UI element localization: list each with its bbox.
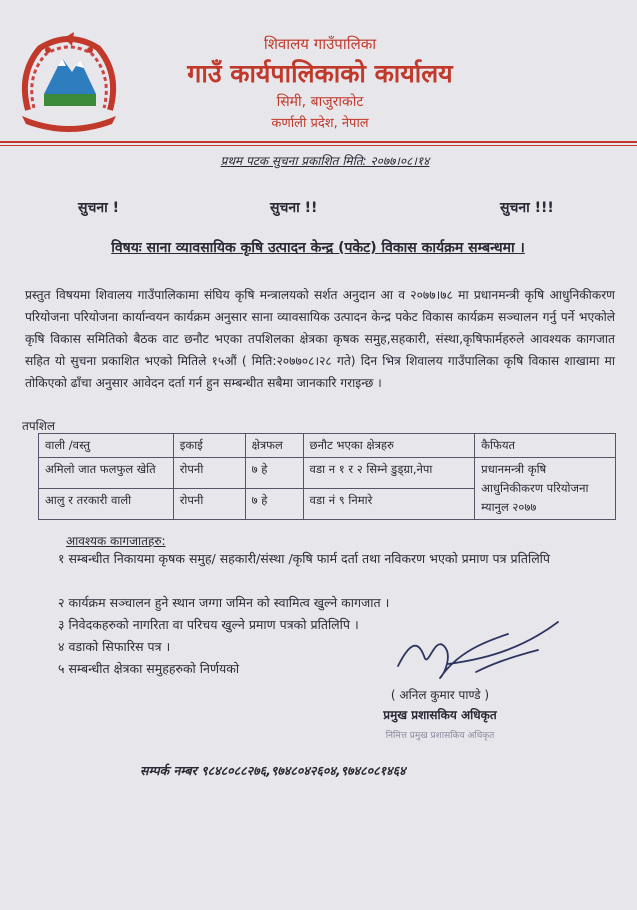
notice-label-1: सुचना ! — [78, 200, 120, 216]
requirement-item: २ कार्यक्रम सञ्चालन हुने स्थान जग्गा जमिन को स्वामित्व खुल्ने कागजात । — [58, 595, 390, 610]
table-header: कैफियत — [475, 434, 616, 458]
requirement-item: १ सम्बन्धीत निकायमा कृषक समुह/ सहकारी/संस्था /कृषि फार्म दर्ता तथा नविकरण भएको प्रमाण पत्र प्रतिलिपि — [58, 551, 551, 566]
notice-label-2: सुचना !! — [270, 200, 318, 216]
table-cell: रोपनी — [173, 489, 245, 520]
table-header: इकाई — [173, 434, 245, 458]
table-cell: वडा नं ९ निमारे — [303, 489, 475, 520]
publication-date: प्रथम पटक सुचना प्रकाशित मिति: २०७७।०८।१४ — [220, 154, 430, 168]
requirement-item: ५ सम्बन्धीत क्षेत्रका समुहहरुको निर्णयको — [58, 661, 240, 676]
table-header: क्षेत्रफल — [245, 434, 303, 458]
subject-line: विषयः साना व्यावसायिक कृषि उत्पादन केन्द्र (पकेट) विकास कार्यक्रम सम्बन्धमा । — [111, 240, 525, 256]
table-header: छनौट भएका क्षेत्रहरु — [303, 434, 475, 458]
table-cell: वडा न १ र २ सिम्ने डुड्ग्रा,नेपा — [303, 458, 475, 489]
table-cell: ७ हे — [245, 489, 303, 520]
table-label: तपशिल — [22, 419, 56, 433]
table-cell: अमिलो जात फलफुल खेति — [39, 458, 174, 489]
signature-mark — [388, 612, 564, 692]
stamp-text: निमित्त प्रमुख प्रशासकिय अधिकृत — [385, 731, 495, 741]
table-cell: ७ हे — [245, 458, 303, 489]
table-cell: प्रधानमन्त्री कृषि आधुनिकीकरण परियोजना म्यानुल २०७७ — [475, 458, 616, 520]
header-rule-thin — [0, 145, 637, 146]
body-paragraph: प्रस्तुत विषयमा शिवालय गाउँपालिकामा संघिय कृषि मन्त्रालयको सर्शत अनुदान आ व २०७७।७८ मा प्रधानमन्त्री कृषि आधुनिकीकरण परियोजना परियोजना कार्यान्वयन कार्यक्रम अनुसार साना व्यावसायिक उत्पादन केन्द्र पकेट विकास कार्यक्रम सञ्चालन गर्नु पर्ने भएकोले कृषि विकास समितिको बैठक वाट छनौट भएका तपशिलका क्षेत्रका कृषक समुह,सहकारी, संस्था,कृषिफार्महरुले आवश्यक कागजात सहित यो सुचना प्रकाशित भएको मितिले १५औं ( मिति:२०७७०८।२८ गते) दिन भित्र शिवालय गाउँपालिका कृषि विकास शाखामा मा तोकिएको ढाँचा अनुसार आवेदन दर्ता गर्न हुन सम्बन्धीत सबैमा जानकारि गराइन्छ । — [25, 288, 615, 390]
requirements-title: आवश्यक कागजातहरु: — [66, 534, 166, 548]
nepal-emblem-icon — [14, 24, 124, 136]
office-address: सिमी, बाजुराकोट — [276, 94, 364, 110]
signatory-title: प्रमुख प्रशासकिय अधिकृत — [383, 708, 497, 722]
contact-numbers: सम्पर्क नम्बर ९८४८०८८२७६,९७४८०४२६०४,९७४८०८१४६४ — [140, 763, 406, 778]
requirement-item: ३ निवेदकहरुको नागरिता वा परिचय खुल्ने प्रमाण पत्रको प्रतिलिपि । — [58, 617, 359, 632]
table-header: वाली /वस्तु — [39, 434, 174, 458]
details-table — [38, 433, 616, 520]
notice-label-3: सुचना !!! — [500, 200, 554, 216]
table-row — [39, 458, 616, 489]
table-cell: आलु र तरकारी वाली — [39, 489, 174, 520]
signatory-name: ( अनिल कुमार पाण्डे ) — [390, 688, 490, 702]
table-cell: रोपनी — [173, 458, 245, 489]
office-title: गाउँ कार्यपालिकाको कार्यालय — [187, 59, 453, 88]
requirement-item: ४ वडाको सिफारिस पत्र । — [58, 639, 171, 654]
municipality-name: शिवालय गाउँपालिका — [263, 35, 377, 53]
province-line: कर्णाली प्रदेश, नेपाल — [271, 116, 369, 131]
table-header-row — [39, 434, 616, 458]
header-rule — [0, 141, 637, 143]
